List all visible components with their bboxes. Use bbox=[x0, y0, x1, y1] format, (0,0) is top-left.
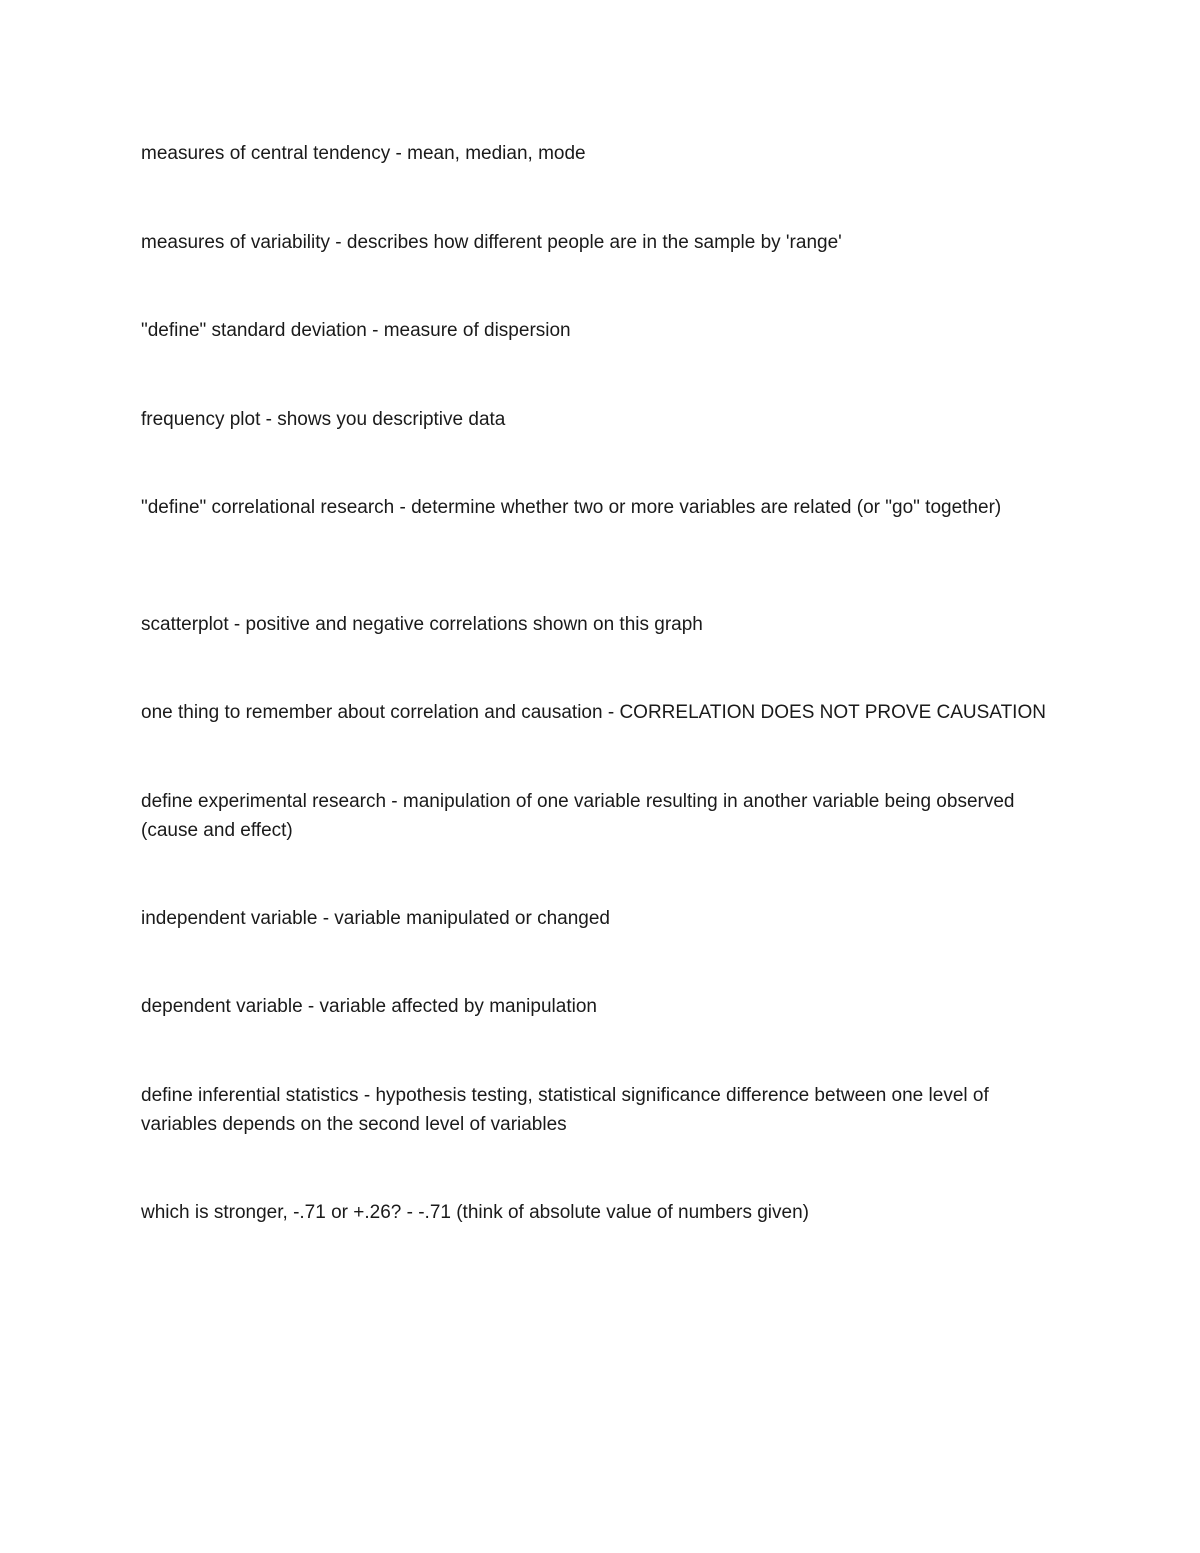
note-entry-inferential-statistics: define inferential statistics - hypothesis testing, statistical significance difference between one level of variables depends on the second level of variables bbox=[141, 1085, 989, 1135]
note-entry-dependent-variable: dependent variable - variable affected by manipulation bbox=[141, 996, 597, 1017]
note-entry-frequency-plot: frequency plot - shows you descriptive data bbox=[141, 409, 506, 430]
note-entry-central-tendency: measures of central tendency - mean, median, mode bbox=[141, 143, 586, 164]
note-entry-variability: measures of variability - describes how different people are in the sample by 'range' bbox=[141, 232, 842, 253]
note-entry-scatterplot: scatterplot - positive and negative correlations shown on this graph bbox=[141, 614, 703, 635]
note-entry-correlational-research: "define" correlational research - determine whether two or more variables are related (or "go" together) bbox=[141, 497, 1002, 518]
note-entry-stronger-correlation: which is stronger, -.71 or +.26? - -.71 (think of absolute value of numbers given) bbox=[141, 1202, 809, 1223]
note-entry-experimental-research: define experimental research - manipulation of one variable resulting in another variable being observed (cause and effect) bbox=[141, 791, 1015, 841]
note-entry-correlation-causation: one thing to remember about correlation and causation - CORRELATION DOES NOT PROVE CAUSATION bbox=[141, 702, 1046, 723]
note-entry-independent-variable: independent variable - variable manipulated or changed bbox=[141, 908, 610, 929]
note-entry-standard-deviation: "define" standard deviation - measure of dispersion bbox=[141, 320, 571, 341]
